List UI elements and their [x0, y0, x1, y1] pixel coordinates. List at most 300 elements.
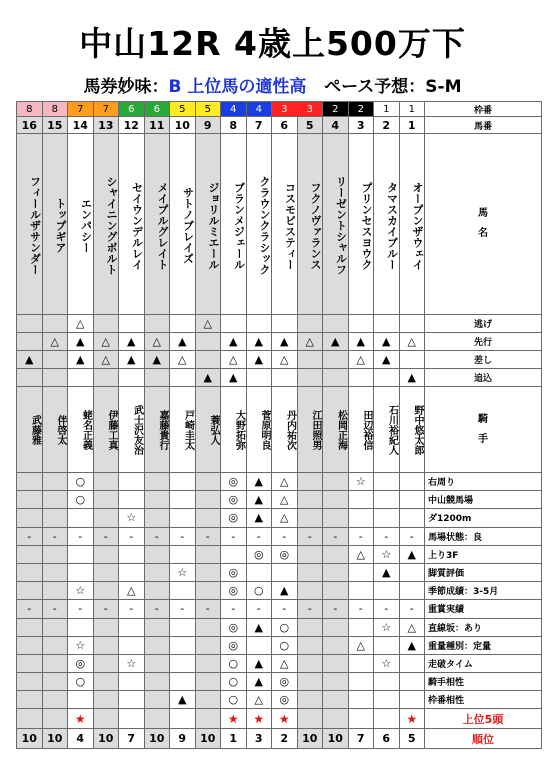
style-mark: △	[68, 315, 94, 333]
horse-name: クラウンクラシック	[246, 134, 272, 315]
factor-mark: ☆	[374, 545, 400, 563]
factor-mark	[323, 545, 349, 563]
style-row-senko	[17, 333, 542, 351]
factor-mark: ○	[246, 582, 272, 600]
jockey-name: 野中悠太郎	[399, 387, 425, 473]
style-mark	[323, 351, 349, 369]
top5-star	[170, 709, 196, 729]
factor-mark	[119, 545, 145, 563]
factor-mark	[93, 636, 119, 654]
factor-mark	[42, 545, 68, 563]
jockey-name: 松岡正海	[323, 387, 349, 473]
factor-mark: -	[323, 600, 349, 618]
factor-mark: ▲	[399, 636, 425, 654]
style-mark	[93, 315, 119, 333]
factor-mark	[144, 654, 170, 672]
waku-cell: 3	[272, 102, 298, 117]
factor-mark: ◎	[221, 618, 247, 636]
umaban-cell: 12	[119, 117, 145, 134]
factor-mark	[195, 509, 221, 527]
factor-mark	[144, 636, 170, 654]
horse-name: シャイニングボルト	[93, 134, 119, 315]
waku-cell: 1	[374, 102, 400, 117]
factor-mark	[17, 673, 43, 691]
factor-mark: -	[399, 527, 425, 545]
subtitle-prefix: 馬券妙味：	[83, 77, 169, 97]
style-mark	[195, 333, 221, 351]
umaban-label: 馬番	[425, 117, 542, 134]
style-row-nige	[17, 315, 542, 333]
factor-mark	[297, 545, 323, 563]
factor-mark	[42, 673, 68, 691]
top5-star	[93, 709, 119, 729]
horse-name: リーゼントシャルフ	[323, 134, 349, 315]
style-mark: ▲	[246, 351, 272, 369]
factor-mark	[144, 618, 170, 636]
factor-mark	[195, 491, 221, 509]
factor-mark: -	[374, 600, 400, 618]
factor-row	[17, 527, 542, 545]
style-mark	[297, 315, 323, 333]
subtitle	[0, 72, 545, 97]
factor-mark	[348, 691, 374, 709]
factor-mark: -	[348, 600, 374, 618]
race-analysis-table	[16, 101, 542, 749]
top5-star	[323, 709, 349, 729]
factor-mark: ◎	[221, 636, 247, 654]
factor-mark	[195, 582, 221, 600]
factor-mark	[17, 563, 43, 581]
style-mark	[17, 369, 43, 387]
factor-row	[17, 636, 542, 654]
jockey-name: 菅原明良	[246, 387, 272, 473]
style-mark	[68, 369, 94, 387]
rank-cell: 10	[144, 729, 170, 749]
factor-mark	[119, 618, 145, 636]
factor-mark	[272, 563, 298, 581]
factor-label: 騎手相性	[425, 673, 542, 691]
style-mark: ▲	[221, 333, 247, 351]
factor-mark	[93, 473, 119, 491]
jockey-name: 武士沢友治	[119, 387, 145, 473]
style-mark: △	[93, 351, 119, 369]
factor-mark	[42, 491, 68, 509]
horse-name: プリンセスヨウク	[348, 134, 374, 315]
factor-mark	[68, 691, 94, 709]
waku-cell: 2	[348, 102, 374, 117]
factor-mark: ☆	[170, 563, 196, 581]
factor-mark: ▲	[374, 563, 400, 581]
factor-mark: ◎	[221, 473, 247, 491]
style-mark	[323, 315, 349, 333]
style-mark	[42, 351, 68, 369]
rank-cell: 4	[68, 729, 94, 749]
style-mark	[119, 369, 145, 387]
factor-row	[17, 563, 542, 581]
factor-mark	[297, 654, 323, 672]
top5-star	[348, 709, 374, 729]
factor-mark: ◎	[272, 545, 298, 563]
factor-mark	[323, 673, 349, 691]
factor-mark	[399, 582, 425, 600]
factor-mark: ☆	[374, 654, 400, 672]
jockey-name: 嘉藤貴行	[144, 387, 170, 473]
style-mark	[17, 315, 43, 333]
rating-text: B 上位馬の適性高	[168, 77, 307, 97]
style-mark	[42, 369, 68, 387]
factor-mark	[170, 582, 196, 600]
factor-mark: ☆	[119, 654, 145, 672]
factor-mark	[297, 691, 323, 709]
factor-mark: ☆	[119, 509, 145, 527]
factor-mark: -	[221, 527, 247, 545]
factor-mark: ◎	[272, 673, 298, 691]
factor-label: 馬場状態：良	[425, 527, 542, 545]
factor-mark: ◎	[221, 563, 247, 581]
factor-mark: ▲	[246, 509, 272, 527]
factor-mark: ▲	[246, 473, 272, 491]
factor-mark: △	[119, 582, 145, 600]
rank-cell: 9	[170, 729, 196, 749]
factor-mark	[93, 582, 119, 600]
style-label-senko: 先行	[425, 333, 542, 351]
factor-mark: -	[297, 600, 323, 618]
factor-row	[17, 691, 542, 709]
factor-mark	[93, 563, 119, 581]
factor-mark	[93, 618, 119, 636]
factor-mark: △	[272, 509, 298, 527]
umaban-cell: 5	[297, 117, 323, 134]
factor-mark: ○	[221, 673, 247, 691]
factor-mark: ☆	[348, 473, 374, 491]
top5-star: ★	[221, 709, 247, 729]
factor-mark	[42, 582, 68, 600]
factor-mark	[119, 491, 145, 509]
jockey-name: 大野拓弥	[221, 387, 247, 473]
factor-mark: -	[144, 527, 170, 545]
waku-cell: 5	[170, 102, 196, 117]
factor-mark	[399, 509, 425, 527]
factor-mark: -	[348, 527, 374, 545]
factor-mark	[119, 673, 145, 691]
style-row-sashi	[17, 351, 542, 369]
factor-mark	[323, 491, 349, 509]
factor-mark: -	[42, 527, 68, 545]
style-mark	[93, 369, 119, 387]
factor-mark	[297, 473, 323, 491]
factor-mark: ☆	[374, 618, 400, 636]
factor-mark	[195, 673, 221, 691]
jockey-row	[17, 387, 542, 473]
factor-row	[17, 491, 542, 509]
style-mark	[119, 315, 145, 333]
factor-label: 脚質評価	[425, 563, 542, 581]
style-mark: ▲	[374, 351, 400, 369]
waku-cell: 6	[119, 102, 145, 117]
style-mark: ▲	[17, 351, 43, 369]
factor-mark	[144, 491, 170, 509]
factor-mark: ◎	[68, 654, 94, 672]
umaban-cell: 2	[374, 117, 400, 134]
factor-mark: -	[246, 600, 272, 618]
factor-row	[17, 600, 542, 618]
jockey-name: 戸崎圭太	[170, 387, 196, 473]
factor-mark: -	[195, 527, 221, 545]
factor-mark: ◎	[246, 545, 272, 563]
factor-mark: ▲	[246, 491, 272, 509]
factor-mark	[399, 691, 425, 709]
factor-mark: △	[272, 491, 298, 509]
horse-name: ブランメジェール	[221, 134, 247, 315]
top5-star	[195, 709, 221, 729]
factor-mark	[93, 691, 119, 709]
factor-mark	[17, 491, 43, 509]
waku-cell: 1	[399, 102, 425, 117]
factor-mark	[170, 618, 196, 636]
factor-mark	[374, 582, 400, 600]
rank-cell: 3	[246, 729, 272, 749]
factor-label: 中山競馬場	[425, 491, 542, 509]
factor-mark	[297, 509, 323, 527]
factor-mark	[119, 563, 145, 581]
factor-mark	[93, 673, 119, 691]
factor-mark	[195, 563, 221, 581]
factor-mark	[348, 618, 374, 636]
style-mark	[297, 369, 323, 387]
factor-mark	[323, 618, 349, 636]
factor-mark	[144, 563, 170, 581]
factor-mark: △	[272, 654, 298, 672]
factor-mark	[348, 582, 374, 600]
factor-mark	[323, 691, 349, 709]
factor-mark	[374, 473, 400, 491]
factor-mark: -	[17, 527, 43, 545]
style-mark	[246, 315, 272, 333]
jockey-name: 伴啓太	[42, 387, 68, 473]
style-mark	[323, 369, 349, 387]
factor-mark: ▲	[272, 582, 298, 600]
factor-mark	[17, 654, 43, 672]
horse-name-row	[17, 134, 542, 315]
factor-mark	[170, 636, 196, 654]
style-mark: △	[144, 333, 170, 351]
top5-star	[119, 709, 145, 729]
factor-mark	[42, 509, 68, 527]
rank-label: 順位	[425, 729, 542, 749]
style-mark: ▲	[119, 333, 145, 351]
umaban-cell: 3	[348, 117, 374, 134]
style-mark	[348, 369, 374, 387]
factor-mark	[93, 545, 119, 563]
factor-mark	[374, 491, 400, 509]
horse-name: フクノヴァランス	[297, 134, 323, 315]
top5-star	[17, 709, 43, 729]
factor-mark	[348, 491, 374, 509]
factor-mark	[297, 673, 323, 691]
factor-row	[17, 673, 542, 691]
top5-star: ★	[68, 709, 94, 729]
factor-mark	[374, 691, 400, 709]
umaban-cell: 13	[93, 117, 119, 134]
factor-label: 走破タイム	[425, 654, 542, 672]
factor-mark	[323, 509, 349, 527]
style-mark: △	[221, 351, 247, 369]
factor-mark	[42, 654, 68, 672]
horse-name: フィールザサンダー	[17, 134, 43, 315]
umaban-row	[17, 117, 542, 134]
factor-mark	[246, 636, 272, 654]
factor-label: ダ1200m	[425, 509, 542, 527]
waku-cell: 5	[195, 102, 221, 117]
factor-mark: △	[246, 691, 272, 709]
factor-row	[17, 618, 542, 636]
factor-mark	[170, 654, 196, 672]
factor-mark	[348, 673, 374, 691]
factor-mark: ◎	[221, 491, 247, 509]
factor-mark	[17, 582, 43, 600]
factor-mark: ▲	[246, 618, 272, 636]
style-mark: △	[272, 351, 298, 369]
factor-mark	[17, 618, 43, 636]
umaban-cell: 4	[323, 117, 349, 134]
waku-cell: 2	[323, 102, 349, 117]
rank-cell: 10	[42, 729, 68, 749]
factor-mark: ▲	[170, 691, 196, 709]
rank-cell: 10	[17, 729, 43, 749]
factor-mark: -	[93, 527, 119, 545]
jockey-label: 騎 手	[425, 387, 542, 473]
factor-mark: ◎	[221, 582, 247, 600]
factor-mark: -	[374, 527, 400, 545]
waku-label: 枠番	[425, 102, 542, 117]
top5-star	[374, 709, 400, 729]
style-mark: △	[399, 333, 425, 351]
factor-mark: ○	[68, 473, 94, 491]
umaban-cell: 14	[68, 117, 94, 134]
style-mark	[348, 315, 374, 333]
pace-forecast: ペース予想：S-M	[324, 77, 462, 97]
style-label-sashi: 差し	[425, 351, 542, 369]
factor-mark	[170, 491, 196, 509]
factor-mark: -	[17, 600, 43, 618]
factor-mark	[119, 473, 145, 491]
factor-mark	[17, 691, 43, 709]
factor-label: 上り3F	[425, 545, 542, 563]
factor-mark	[42, 618, 68, 636]
factor-mark	[93, 491, 119, 509]
style-mark: ▲	[246, 333, 272, 351]
factor-mark: -	[93, 600, 119, 618]
jockey-name: 江田照男	[297, 387, 323, 473]
factor-mark	[195, 691, 221, 709]
style-mark: ▲	[68, 351, 94, 369]
style-mark	[272, 315, 298, 333]
style-mark: △	[170, 351, 196, 369]
style-mark: ▲	[272, 333, 298, 351]
factor-mark	[399, 673, 425, 691]
top5-label: 上位5頭	[425, 709, 542, 729]
factor-mark: ▲	[399, 545, 425, 563]
rank-cell: 10	[195, 729, 221, 749]
jockey-name: 石川裕紀人	[374, 387, 400, 473]
factor-mark: ○	[68, 673, 94, 691]
horse-name: エンパシー	[68, 134, 94, 315]
factor-mark: -	[272, 527, 298, 545]
style-mark	[246, 369, 272, 387]
top5-star	[42, 709, 68, 729]
jockey-name: 蛯名正義	[68, 387, 94, 473]
factor-mark: ▲	[246, 654, 272, 672]
factor-mark: -	[68, 600, 94, 618]
factor-label: 直線坂：あり	[425, 618, 542, 636]
factor-mark: △	[348, 636, 374, 654]
factor-mark: -	[68, 527, 94, 545]
style-mark: △	[297, 333, 323, 351]
factor-mark	[195, 654, 221, 672]
factor-mark	[17, 509, 43, 527]
factor-mark	[399, 563, 425, 581]
factor-mark	[348, 509, 374, 527]
style-mark	[297, 351, 323, 369]
factor-mark	[297, 491, 323, 509]
style-mark	[374, 315, 400, 333]
style-label-nige: 逃げ	[425, 315, 542, 333]
factor-mark	[170, 545, 196, 563]
jockey-name: 田辺裕信	[348, 387, 374, 473]
factor-mark	[144, 691, 170, 709]
rank-row	[17, 729, 542, 749]
factor-mark	[119, 691, 145, 709]
factor-mark	[297, 563, 323, 581]
style-mark	[272, 369, 298, 387]
style-mark: ▲	[68, 333, 94, 351]
waku-cell: 8	[42, 102, 68, 117]
umaban-cell: 8	[221, 117, 247, 134]
rank-cell: 6	[374, 729, 400, 749]
factor-mark	[374, 673, 400, 691]
horse-name: サトノブレイズ	[170, 134, 196, 315]
factor-row	[17, 654, 542, 672]
factor-mark	[195, 618, 221, 636]
style-mark: ▲	[348, 333, 374, 351]
style-mark: ▲	[399, 369, 425, 387]
jockey-name: 蓑弘人	[195, 387, 221, 473]
horse-name: セイウンデルレイ	[119, 134, 145, 315]
factor-mark: ○	[221, 654, 247, 672]
factor-mark	[144, 582, 170, 600]
factor-mark: △	[348, 545, 374, 563]
horse-name: オープンザウェイ	[399, 134, 425, 315]
umaban-cell: 6	[272, 117, 298, 134]
factor-mark: ◎	[221, 509, 247, 527]
factor-mark	[195, 636, 221, 654]
style-row-oikomi	[17, 369, 542, 387]
factor-mark	[170, 509, 196, 527]
factor-row	[17, 473, 542, 491]
factor-mark: -	[246, 527, 272, 545]
waku-cell: 7	[93, 102, 119, 117]
factor-mark	[323, 654, 349, 672]
top5-star	[144, 709, 170, 729]
jockey-name: 丹内祐次	[272, 387, 298, 473]
top5-row	[17, 709, 542, 729]
style-mark: △	[42, 333, 68, 351]
waku-cell: 3	[297, 102, 323, 117]
factor-label: 右周り	[425, 473, 542, 491]
factor-mark	[297, 618, 323, 636]
factor-mark	[170, 673, 196, 691]
factor-mark: ☆	[68, 636, 94, 654]
